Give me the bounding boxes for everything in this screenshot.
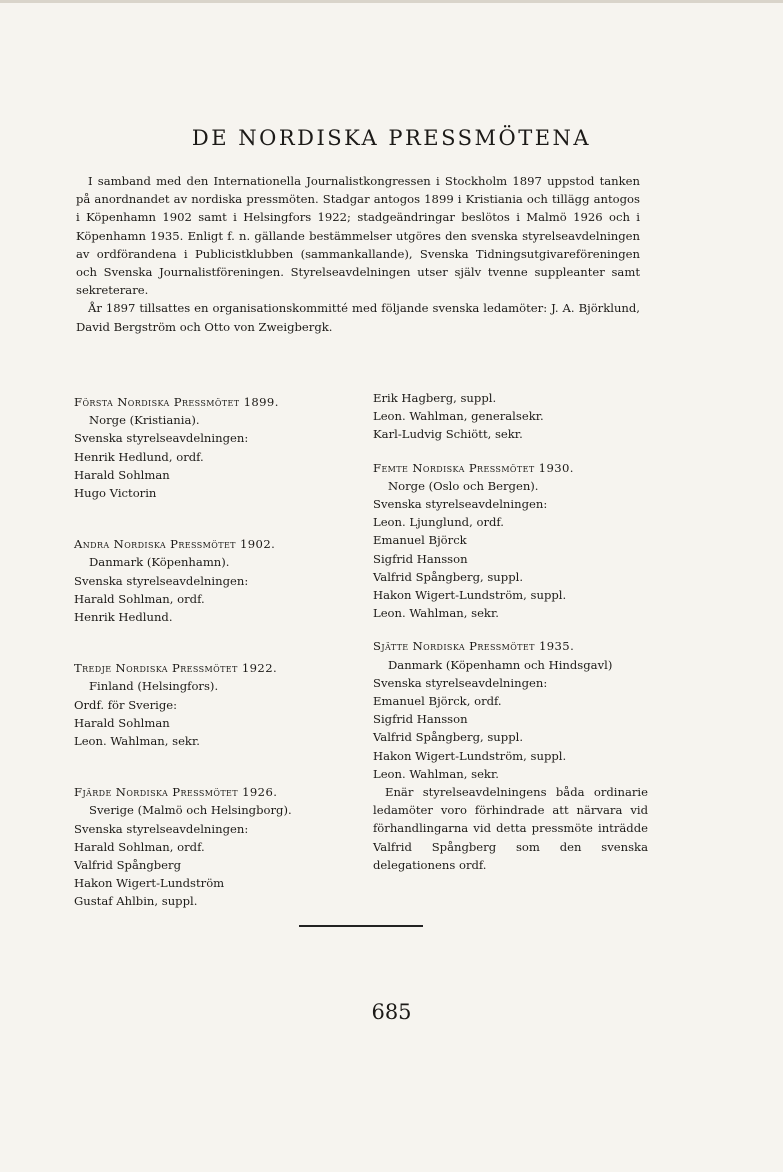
member-line: Harald Sohlman <box>74 715 170 730</box>
member-line: Leon. Wahlman, generalsekr. <box>373 409 544 424</box>
divider-rule <box>299 925 423 927</box>
meeting-section-1935 <box>373 637 648 874</box>
continuation-section-1926 <box>373 389 648 444</box>
section-country: Finland (Helsingfors). <box>89 679 219 694</box>
member-line: Hakon Wigert-Lundström, suppl. <box>373 748 567 763</box>
member-line: Sigfrid Hansson <box>373 551 468 566</box>
page-title: DE NORDISKA PRESSMÖTENA <box>191 126 592 150</box>
member-line: Valfrid Spångberg, suppl. <box>373 569 524 584</box>
meeting-section-1926 <box>74 783 334 910</box>
intro-text <box>76 172 640 336</box>
section-country: Danmark (Köpenhamn och Hindsgavl) <box>388 657 613 672</box>
section-heading: Fjärde Nordiska Pressmötet 1926. <box>74 785 278 800</box>
member-line: Karl-Ludvig Schiött, sekr. <box>373 427 523 442</box>
member-line: Valfrid Spångberg, suppl. <box>373 730 524 745</box>
member-line: Gustaf Ahlbin, suppl. <box>74 894 198 909</box>
member-line: Hugo Victorin <box>74 486 157 501</box>
member-line: Sigfrid Hansson <box>373 712 468 727</box>
member-line: Hakon Wigert-Lundström, suppl. <box>373 588 567 603</box>
member-line: Leon. Ljunglund, ordf. <box>373 515 504 530</box>
member-line: Leon. Wahlman, sekr. <box>74 734 200 749</box>
member-line: Erik Hagberg, suppl. <box>373 391 497 405</box>
member-line: Henrik Hedlund. <box>74 610 173 625</box>
member-line: Svenska styrelseavdelningen: <box>74 821 249 836</box>
member-line: Svenska styrelseavdelningen: <box>373 675 548 690</box>
section-heading: Andra Nordiska Pressmötet 1902. <box>74 537 276 552</box>
page-top-edge <box>0 0 783 3</box>
section-heading: Sjätte Nordiska Pressmötet 1935. <box>373 639 575 654</box>
section-country: Norge (Oslo och Bergen). <box>388 478 539 493</box>
section-country: Sverige (Malmö och Helsingborg). <box>89 803 292 818</box>
section-heading: Tredje Nordiska Pressmötet 1922. <box>74 661 278 676</box>
meeting-section-1922 <box>74 659 334 750</box>
meeting-section-1899 <box>74 393 334 502</box>
meeting-section-1930 <box>373 459 648 623</box>
member-line: Emanuel Björck, ordf. <box>373 694 502 709</box>
intro-paragraph: År 1897 tillsattes en organisationskommitté med följande svenska ledamöter: J. A. Björklund, David Bergström och Otto von Zweigbergk. <box>76 301 640 334</box>
closing-note: Enär styrelseavdelningens båda ordinarie ledamöter voro förhindrade att närvara vid förhandlingarna vid detta pressmöte inträdde Valfrid Spångberg som den svenska delegationens ordf. <box>373 785 648 872</box>
member-line: Emanuel Björck <box>373 533 467 548</box>
member-line: Valfrid Spångberg <box>74 858 181 873</box>
section-heading: Första Nordiska Pressmötet 1899. <box>74 395 279 409</box>
member-line: Leon. Wahlman, sekr. <box>373 766 499 781</box>
member-line: Svenska styrelseavdelningen: <box>74 573 249 588</box>
member-line: Hakon Wigert-Lundström <box>74 876 225 891</box>
section-country: Danmark (Köpenhamn). <box>89 555 230 570</box>
section-heading: Femte Nordiska Pressmötet 1930. <box>373 460 574 475</box>
member-line: Harald Sohlman, ordf. <box>74 839 205 854</box>
member-line: Harald Sohlman <box>74 467 170 482</box>
page-number: 685 <box>371 1000 412 1024</box>
left-column <box>74 393 334 911</box>
member-line: Svenska styrelseavdelningen: <box>373 497 548 512</box>
section-country: Norge (Kristiania). <box>89 413 200 428</box>
meeting-section-1902 <box>74 535 334 626</box>
member-line: Henrik Hedlund, ordf. <box>74 449 204 464</box>
right-column <box>373 389 648 874</box>
member-line: Leon. Wahlman, sekr. <box>373 606 499 621</box>
intro-paragraph: I samband med den Internationella Journalistkongressen i Stockholm 1897 uppstod tanken på anordnandet av nordiska pressmöten. Stadgar antogos 1899 i Kristiania och tillägg antogos i Köpenhamn 1902 samt i Helsingfors 1922; stadgeändringar beslötos i Malmö 1926 och i Köpenhamn 1935. Enligt f. n. gällande bestämmelser utgöres den svenska styrelseavdelningen av ordförandena i Publicistklubben (sammankallande), Svenska Tidningsutgivareföreningen och Svenska Journalistföreningen. Styrelseavdelningen utser själv tvenne suppleanter samt sekreterare. <box>76 174 640 298</box>
member-line: Ordf. för Sverige: <box>74 697 178 712</box>
member-line: Svenska styrelseavdelningen: <box>74 431 249 446</box>
member-line: Harald Sohlman, ordf. <box>74 591 205 606</box>
